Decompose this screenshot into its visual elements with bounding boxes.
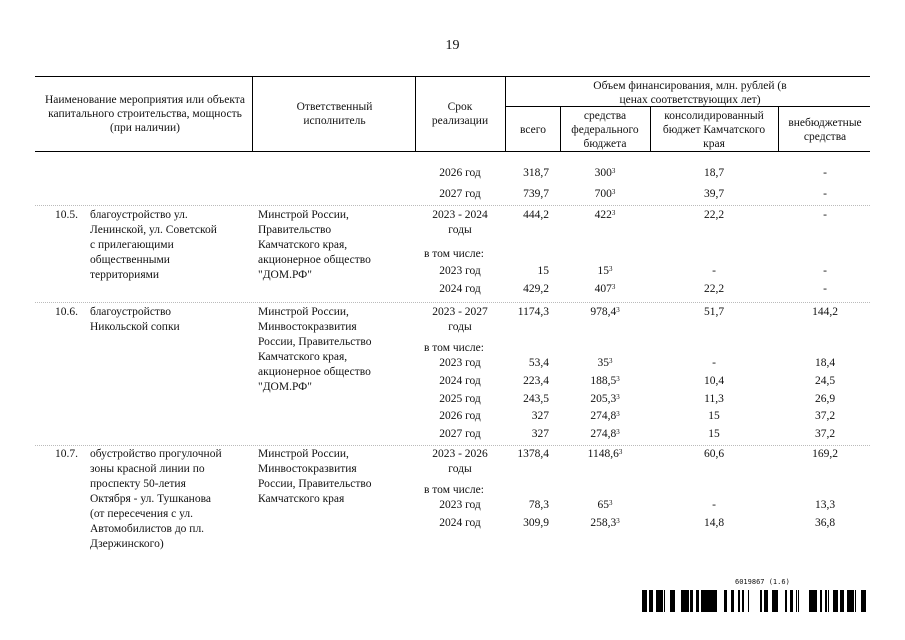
header-period: Срок реализации xyxy=(431,101,489,127)
barcode-bar xyxy=(775,590,778,612)
barcode-bar xyxy=(849,590,852,612)
amount-total: 223,4 xyxy=(523,375,549,387)
amount-extrabudget: - xyxy=(823,167,827,179)
amount-extrabudget: 37,2 xyxy=(814,410,836,422)
row-separator xyxy=(35,205,870,206)
barcode-bar xyxy=(837,590,838,612)
amount-total: 78,3 xyxy=(528,499,549,511)
amount-federal: 274,8$^3$ xyxy=(590,428,620,440)
amount-consolidated: 11,3 xyxy=(704,393,724,405)
amount-total: 243,5 xyxy=(523,393,549,405)
footnote-mark: 3 xyxy=(616,306,620,314)
barcode-bar xyxy=(738,590,740,612)
barcode-bar xyxy=(642,590,644,612)
footnote-mark: 3 xyxy=(616,428,620,436)
amount-federal: 258,3$^3$ xyxy=(590,517,620,529)
barcode-bar xyxy=(840,590,843,612)
amount-total: 327 xyxy=(531,428,549,440)
amount-consolidated: 22,2 xyxy=(703,283,725,295)
barcode-bar xyxy=(790,590,793,612)
barcode-bar xyxy=(825,590,826,612)
period: 2023 год xyxy=(439,499,481,511)
page-number: 19 xyxy=(445,38,460,53)
barcode-bar xyxy=(760,590,762,612)
amount-federal: 978,4$^3$ xyxy=(590,306,620,318)
responsible-executor: Минстрой России, Правительство Камчатского края, акционерное общество "ДОМ.РФ" xyxy=(258,209,371,281)
amount-consolidated: 15 xyxy=(708,428,720,440)
barcode-bar xyxy=(673,590,675,612)
barcode-bar xyxy=(701,590,703,612)
amount-total: 318,7 xyxy=(523,167,549,179)
barcode-bar xyxy=(644,590,646,612)
period: 2024 год xyxy=(439,375,481,387)
amount-consolidated: - xyxy=(712,265,716,277)
item-number: 10.7. xyxy=(55,448,78,460)
period: 2027 год xyxy=(439,428,481,440)
amount-extrabudget: 13,3 xyxy=(814,499,836,511)
header-bottom-rule xyxy=(35,151,870,152)
barcode-bar xyxy=(709,590,710,612)
period-subtitle: в том числе: xyxy=(424,484,484,496)
header-total: всего xyxy=(520,124,546,136)
barcode-bar xyxy=(809,590,811,612)
barcode-bar xyxy=(706,590,709,612)
barcode-bar xyxy=(649,590,652,612)
amount-federal: 188,5$^3$ xyxy=(590,375,620,387)
amount-consolidated: 14,8 xyxy=(703,517,725,529)
period: 2027 год xyxy=(439,188,481,200)
barcode-bar xyxy=(681,590,683,612)
row-separator xyxy=(35,445,870,446)
barcode-bar xyxy=(765,590,768,612)
amount-federal: $65^3$ xyxy=(597,499,613,511)
amount-federal: $300^3$ xyxy=(594,167,616,179)
barcode-bar xyxy=(661,590,663,612)
amount-extrabudget: 169,2 xyxy=(812,448,838,460)
barcode-bar xyxy=(686,590,689,612)
barcode-bar xyxy=(796,590,797,612)
barcode-bar xyxy=(785,590,787,612)
barcode-bar xyxy=(814,590,817,612)
barcode-bar xyxy=(652,590,653,612)
amount-extrabudget: 24,5 xyxy=(814,375,836,387)
footnote-mark: 3 xyxy=(609,499,613,507)
barcode-bar xyxy=(843,590,844,612)
period: 2023 - 2027 годы xyxy=(432,306,488,333)
barcode-bar xyxy=(863,590,864,612)
amount-extrabudget: - xyxy=(823,188,827,200)
barcode-bar xyxy=(821,590,822,612)
footnote-mark: 3 xyxy=(611,209,616,217)
period: 2023 - 2024 годы xyxy=(432,209,488,236)
item-name: благоустройство ул. Ленинской, ул. Советской с прилегающими общественными территориями xyxy=(90,209,217,281)
header-extra: внебюджетные средства xyxy=(788,117,862,143)
barcode-bar xyxy=(703,590,706,612)
amount-federal: $700^3$ xyxy=(594,188,616,200)
amount-total: 327 xyxy=(531,410,549,422)
period: 2025 год xyxy=(439,393,481,405)
barcode-bar xyxy=(658,590,661,612)
barcode-bar xyxy=(764,590,765,612)
barcode-bar xyxy=(710,590,713,612)
amount-federal: $422^3$ xyxy=(594,209,616,221)
amount-consolidated: - xyxy=(712,357,716,369)
amount-federal: $15^3$ xyxy=(597,265,613,277)
amount-extrabudget: 144,2 xyxy=(812,306,838,318)
barcode-bar xyxy=(672,590,673,612)
header-consolidated: консолидированный бюджет Камчатского края xyxy=(662,110,766,150)
period: 2023 год xyxy=(439,357,481,369)
period: 2024 год xyxy=(439,283,481,295)
footnote-mark: 3 xyxy=(611,167,616,175)
barcode-bar xyxy=(646,590,647,612)
amount-consolidated: 39,7 xyxy=(703,188,725,200)
footnote-mark: 3 xyxy=(616,375,620,383)
amount-total: 739,7 xyxy=(523,188,549,200)
barcode-bar xyxy=(852,590,854,612)
barcode-bar xyxy=(826,590,827,612)
barcode-bar xyxy=(811,590,812,612)
item-number: 10.5. xyxy=(55,209,78,221)
amount-extrabudget: 18,4 xyxy=(814,357,836,369)
footnote-mark: 3 xyxy=(609,357,613,365)
period: 2023 - 2026 годы xyxy=(432,448,488,475)
barcode xyxy=(642,590,870,612)
amount-total: 429,2 xyxy=(523,283,549,295)
barcode-bar xyxy=(724,590,727,612)
amount-consolidated: 10,4 xyxy=(703,375,725,387)
footnote-mark: 3 xyxy=(611,188,616,196)
header-top-rule xyxy=(35,76,870,77)
barcode-bar xyxy=(748,590,749,612)
amount-consolidated: 15 xyxy=(708,410,720,422)
amount-total: 15 xyxy=(537,265,549,277)
barcode-bar xyxy=(772,590,775,612)
barcode-bar xyxy=(828,590,829,612)
amount-extrabudget: - xyxy=(823,265,827,277)
item-name: обустройство прогулочной зоны красной линии по проспекту 50-летия Октября - ул. Тушканова (от пересечения с ул. Автомобилистов до пл. Дзержинского) xyxy=(90,448,222,550)
amount-federal: $35^3$ xyxy=(597,357,613,369)
amount-total: 444,2 xyxy=(523,209,549,221)
footnote-mark: 3 xyxy=(618,448,623,456)
row-separator xyxy=(35,302,870,303)
footnote-mark: 3 xyxy=(616,517,620,525)
amount-federal: 205,3$^3$ xyxy=(590,393,620,405)
barcode-bar xyxy=(833,590,835,612)
amount-extrabudget: 26,9 xyxy=(814,393,836,405)
amount-total: 309,9 xyxy=(523,517,549,529)
barcode-bar xyxy=(864,590,866,612)
barcode-label: 6019867 (1.6) xyxy=(735,578,790,586)
amount-extrabudget: - xyxy=(823,209,827,221)
amount-federal: $407^3$ xyxy=(594,283,616,295)
period: 2024 год xyxy=(439,517,481,529)
header-funding: Объем финансирования, млн. рублей (в ценах соответствующих лет) xyxy=(593,80,787,106)
period: 2026 год xyxy=(439,167,481,179)
amount-total: 1174,3 xyxy=(517,306,549,318)
barcode-bar xyxy=(743,590,744,612)
barcode-bar xyxy=(855,590,856,612)
barcode-bar xyxy=(847,590,849,612)
amount-consolidated: - xyxy=(712,499,716,511)
period: 2026 год xyxy=(439,410,481,422)
header-federal: средства федерального бюджета xyxy=(571,110,639,150)
item-number: 10.6. xyxy=(55,306,78,318)
item-name: благоустройство Никольской сопки xyxy=(90,306,180,333)
amount-federal: 274,8$^3$ xyxy=(590,410,620,422)
barcode-bar xyxy=(656,590,658,612)
amount-consolidated: 60,6 xyxy=(703,448,725,460)
barcode-bar xyxy=(742,590,743,612)
barcode-bar xyxy=(861,590,863,612)
amount-extrabudget: - xyxy=(823,283,827,295)
header-name: Наименование мероприятия или объекта капитального строительства, мощность (при наличии) xyxy=(44,94,246,134)
footnote-mark: 3 xyxy=(616,410,620,418)
footnote-mark: 3 xyxy=(611,283,616,291)
responsible-executor: Минстрой России, Минвостокразвития России, Правительство Камчатского края, акционерное общество "ДОМ.РФ" xyxy=(258,306,372,393)
amount-consolidated: 22,2 xyxy=(703,209,725,221)
amount-consolidated: 51,7 xyxy=(703,306,725,318)
barcode-bar xyxy=(664,590,665,612)
barcode-bar xyxy=(690,590,693,612)
barcode-bar xyxy=(820,590,821,612)
period: 2023 год xyxy=(439,265,481,277)
amount-consolidated: 18,7 xyxy=(703,167,725,179)
amount-federal: 1148,6$^3$ xyxy=(587,448,623,460)
amount-extrabudget: 37,2 xyxy=(814,428,836,440)
period-subtitle: в том числе: xyxy=(424,342,484,354)
barcode-bar xyxy=(713,590,715,612)
barcode-bar xyxy=(812,590,814,612)
amount-total: 53,4 xyxy=(528,357,549,369)
amount-total: 1378,4 xyxy=(517,448,549,460)
barcode-bar xyxy=(798,590,799,612)
barcode-bar xyxy=(696,590,699,612)
barcode-bar xyxy=(835,590,837,612)
period-subtitle: в том числе: xyxy=(424,248,484,260)
barcode-bar xyxy=(670,590,672,612)
responsible-executor: Минстрой России, Минвостокразвития России, Правительство Камчатского края xyxy=(258,448,372,505)
footnote-mark: 3 xyxy=(616,393,620,401)
barcode-bar xyxy=(731,590,734,612)
barcode-bar xyxy=(715,590,717,612)
header-responsible: Ответственный исполнитель xyxy=(296,101,373,127)
footnote-mark: 3 xyxy=(609,265,613,273)
barcode-bar xyxy=(683,590,686,612)
amount-extrabudget: 36,8 xyxy=(814,517,836,529)
